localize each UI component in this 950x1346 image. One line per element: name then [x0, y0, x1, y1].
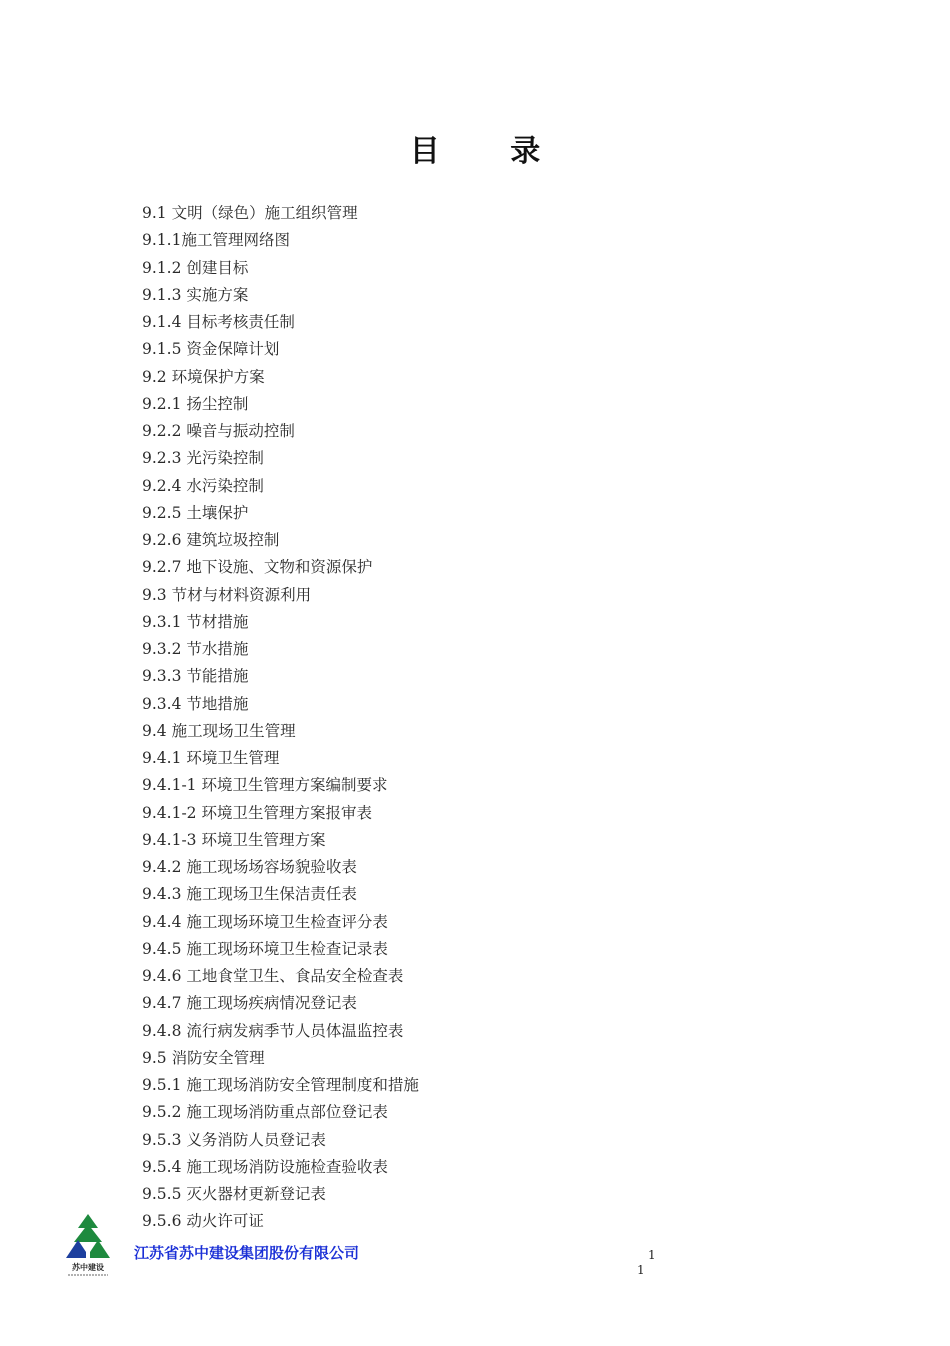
toc-entry[interactable]: 9.5.3 义务消防人员登记表: [142, 1130, 326, 1149]
toc-entry[interactable]: 9.4.1-3 环境卫生管理方案: [142, 830, 326, 849]
toc-entry[interactable]: 9.2 环境保护方案: [142, 367, 265, 386]
toc-entry[interactable]: 9.1.3 实施方案: [142, 285, 249, 304]
toc-entry[interactable]: 9.2.1 扬尘控制: [142, 394, 249, 413]
toc-entry[interactable]: 9.4.3 施工现场卫生保洁责任表: [142, 885, 357, 904]
toc-entry[interactable]: 9.2.7 地下设施、文物和资源保护: [142, 558, 373, 577]
company-name: 江苏省苏中建设集团股份有限公司: [134, 1244, 360, 1262]
toc-entry[interactable]: 9.3.1 节材措施: [142, 612, 249, 631]
page-number: 1: [648, 1248, 656, 1262]
toc-entry[interactable]: 9.4.1-1 环境卫生管理方案编制要求: [142, 776, 388, 795]
toc-entry[interactable]: 9.4.5 施工现场环境卫生检查记录表: [142, 939, 388, 958]
toc-entry[interactable]: 9.2.6 建筑垃圾控制: [142, 531, 280, 549]
page-title: 目 录: [409, 134, 571, 169]
logo-text: 苏中建设: [72, 1262, 104, 1272]
toc-entry[interactable]: 9.4.7 施工现场疾病情况登记表: [142, 994, 357, 1013]
toc-entry[interactable]: 9.3 节材与材料资源利用: [142, 585, 312, 604]
toc-entry[interactable]: 9.2.2 噪音与振动控制: [142, 422, 295, 440]
toc-entry[interactable]: 9.4.2 施工现场场容场貌验收表: [142, 858, 357, 876]
toc-entry[interactable]: 9.2.3 光污染控制: [142, 449, 264, 468]
toc-entry[interactable]: 9.1 文明（绿色）施工组织管理: [142, 204, 358, 222]
toc-entry[interactable]: 9.3.4 节地措施: [142, 694, 249, 713]
toc-entry[interactable]: 9.4.6 工地食堂卫生、食品安全检查表: [142, 967, 404, 985]
toc-entry[interactable]: 9.1.1施工管理网络图: [142, 231, 290, 250]
toc-entry[interactable]: 9.4.1-2 环境卫生管理方案报审表: [142, 803, 372, 822]
toc-entry[interactable]: 9.5.6 动火许可证: [142, 1212, 264, 1231]
toc-entry[interactable]: 9.3.3 节能措施: [142, 667, 249, 686]
toc-entry[interactable]: 9.4.4 施工现场环境卫生检查评分表: [142, 912, 388, 931]
toc-entry[interactable]: 9.1.5 资金保障计划: [142, 340, 280, 359]
company-logo: [64, 1212, 112, 1278]
toc-entry[interactable]: 9.4.1 环境卫生管理: [142, 749, 280, 767]
toc-entry[interactable]: 9.4 施工现场卫生管理: [142, 721, 296, 740]
toc-entry[interactable]: 9.1.4 目标考核责任制: [142, 313, 295, 331]
toc-entry[interactable]: 9.4.8 流行病发病季节人员体温监控表: [142, 1021, 404, 1040]
table-of-contents: [142, 200, 782, 1236]
toc-entry[interactable]: 9.2.4 水污染控制: [142, 476, 264, 495]
page-number-secondary: 1: [637, 1263, 645, 1277]
toc-entry[interactable]: 9.5.2 施工现场消防重点部位登记表: [142, 1103, 388, 1122]
toc-entry[interactable]: 9.5 消防安全管理: [142, 1048, 265, 1067]
toc-entry[interactable]: 9.5.4 施工现场消防设施检查验收表: [142, 1157, 388, 1176]
toc-entry[interactable]: 9.1.2 创建目标: [142, 258, 249, 277]
toc-entry[interactable]: 9.2.5 土壤保护: [142, 503, 249, 522]
toc-entry[interactable]: 9.5.1 施工现场消防安全管理制度和措施: [142, 1076, 419, 1094]
toc-entry[interactable]: 9.5.5 灭火器材更新登记表: [142, 1185, 326, 1203]
toc-entry[interactable]: 9.3.2 节水措施: [142, 640, 249, 658]
